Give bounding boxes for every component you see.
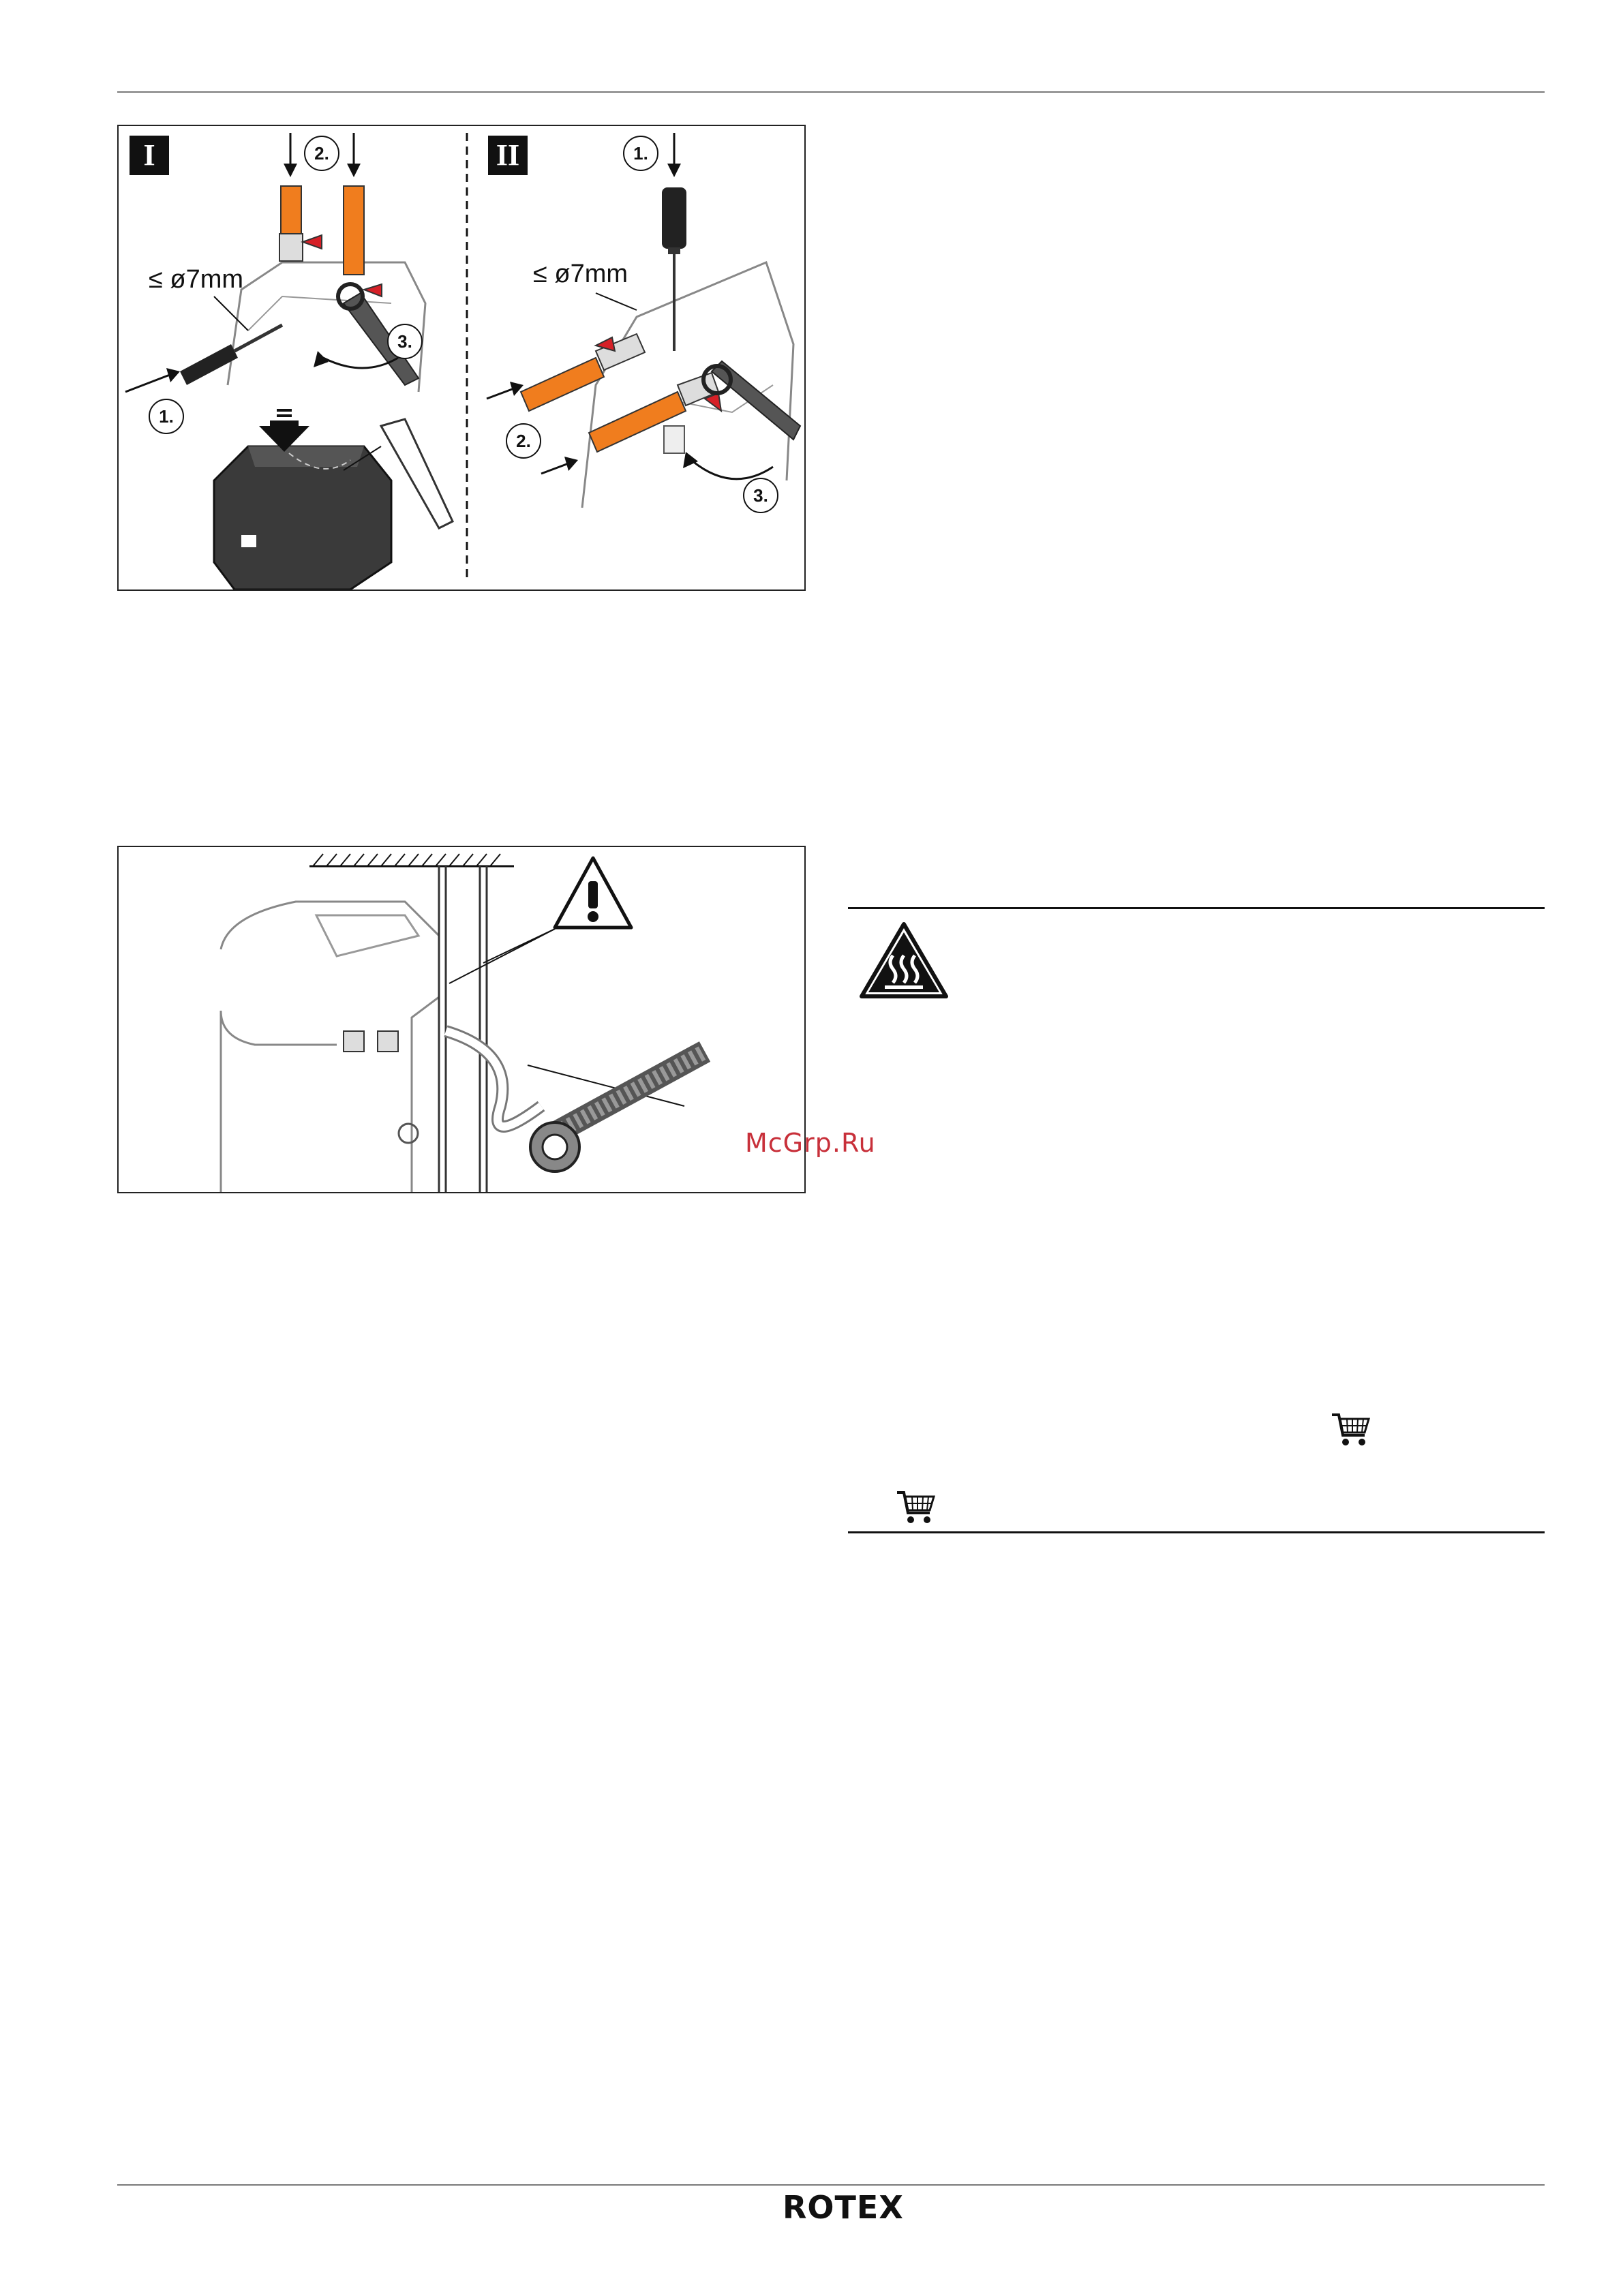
hose-routing-illustration	[119, 847, 804, 1192]
shopping-cart-icon	[1331, 1412, 1371, 1448]
step-1-panel-i: 1.	[149, 399, 184, 434]
dimension-label-i: ≤ ø7mm	[149, 265, 244, 294]
step-2-panel-i: 2.	[304, 136, 339, 171]
watermark: McGrp.Ru	[745, 1128, 876, 1158]
step-2-panel-ii: 2.	[506, 423, 541, 459]
warning-block-bottom-rule	[848, 1531, 1545, 1533]
installation-illustration	[119, 126, 804, 590]
rotex-logo: ROTEX	[783, 2189, 904, 2226]
hose-routing-figure	[117, 846, 806, 1193]
shopping-cart-icon-2	[896, 1490, 937, 1525]
warning-triangle-icon	[552, 855, 634, 932]
warning-block-top-rule	[848, 907, 1545, 909]
installation-figure	[117, 125, 806, 591]
header-rule	[117, 91, 1545, 93]
panel-tag-i: I	[130, 136, 169, 175]
step-3-panel-ii: 3.	[743, 478, 778, 513]
step-3-panel-i: 3.	[387, 324, 423, 359]
hot-surface-warning-icon	[858, 920, 950, 1000]
panel-tag-ii: II	[488, 136, 528, 175]
dimension-label-ii: ≤ ø7mm	[533, 260, 628, 288]
step-1-panel-ii: 1.	[623, 136, 658, 171]
footer-rule	[117, 2184, 1545, 2186]
